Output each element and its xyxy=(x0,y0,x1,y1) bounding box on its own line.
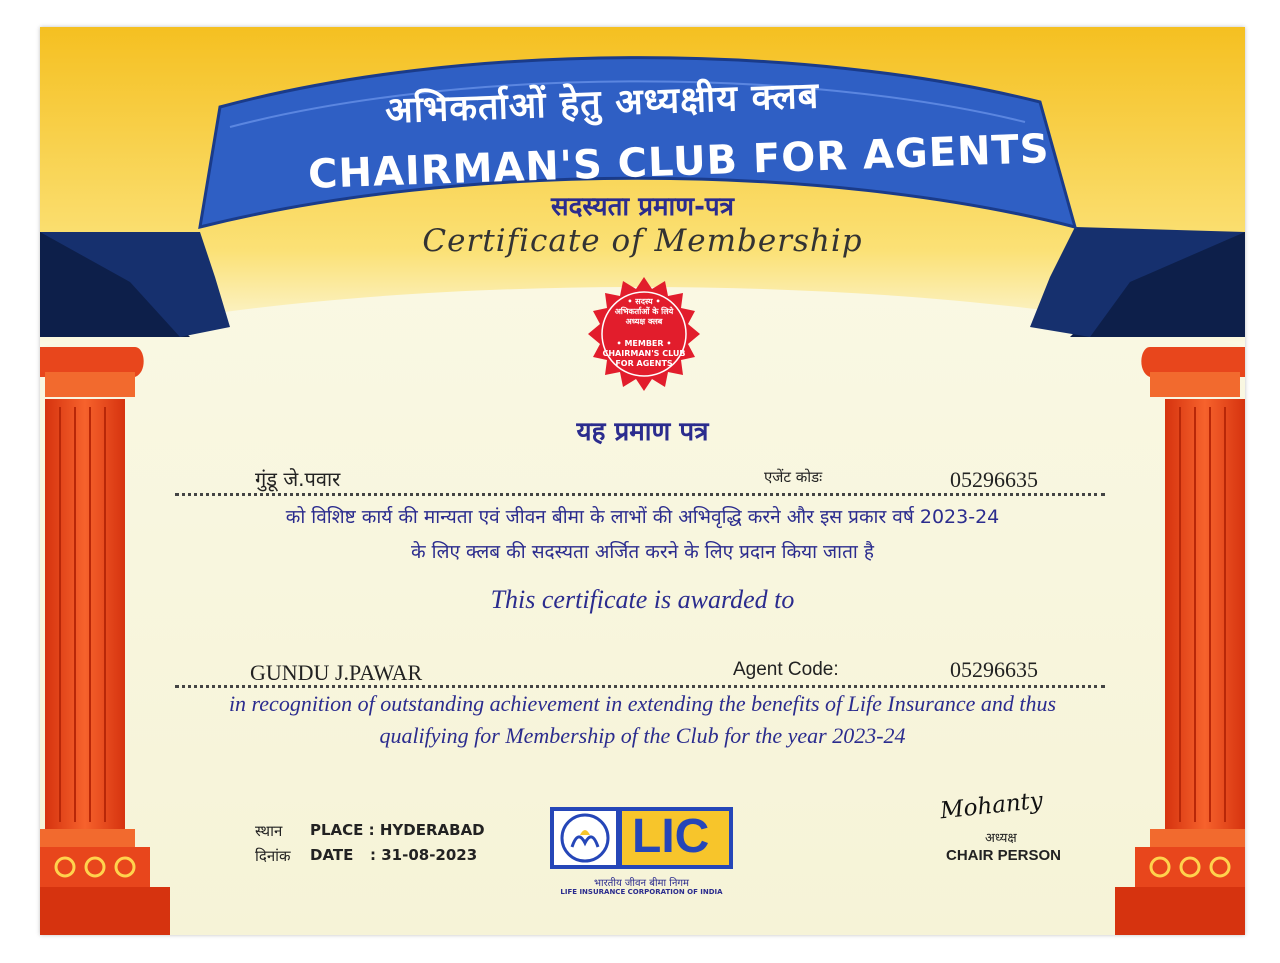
lic-logo-text: LIC xyxy=(632,810,710,863)
seal-for-agents: FOR AGENTS xyxy=(615,359,673,368)
hindi-club-title: अभिकर्ताओं हेतु अध्यक्षीय क्लब xyxy=(384,75,820,132)
english-club-title: CHAIRMAN'S CLUB FOR AGENTS xyxy=(307,126,1051,198)
agent-name-hindi: गुंडू जे.पवार xyxy=(255,467,341,491)
agent-code: 05296635 xyxy=(950,657,1038,682)
chair-person-label: CHAIR PERSON xyxy=(946,847,1062,864)
agent-code-label-hindi: एजेंट कोडः xyxy=(764,468,823,486)
date-hindi-label: दिनांक xyxy=(255,847,291,865)
lic-hindi-name: भारतीय जीवन बीमा निगम xyxy=(593,878,690,889)
awarded-to-heading: This certificate is awarded to xyxy=(490,585,795,614)
certificate xyxy=(40,27,1245,935)
seal-starburst-icon xyxy=(585,275,703,393)
chair-signature: Mohanty xyxy=(938,787,1045,825)
seal-hindi-club: अध्यक्ष क्लब xyxy=(625,317,663,326)
date-value: : 31-08-2023 xyxy=(370,846,478,864)
member-seal xyxy=(585,275,703,393)
place-hindi-label: स्थान xyxy=(255,822,283,840)
hindi-body-line-1: को विशिष्ट कार्य की मान्यता एवं जीवन बीमा के लाभों की अभिवृद्धि करने और इस प्रकार वर्ष 2023-24 xyxy=(285,506,1000,528)
agent-code-label: Agent Code: xyxy=(733,659,839,680)
chair-hindi-label: अध्यक्ष xyxy=(985,831,1017,846)
seal-hindi-member: • सदस्य • xyxy=(627,297,661,306)
seal-member: • MEMBER • xyxy=(616,339,672,348)
membership-certificate-hindi: सदस्यता प्रमाण-पत्र xyxy=(551,192,734,222)
english-name-dotted-line xyxy=(175,685,1105,688)
seal-hindi-line: अभिकर्ताओं के लिये xyxy=(614,307,674,316)
english-body-line-1: in recognition of outstanding achievement in extending the benefits of Life Insurance and thus xyxy=(228,691,1057,716)
english-body-line-2: qualifying for Membership of the Club for the year 2023-24 xyxy=(379,723,906,748)
place-value: PLACE : HYDERABAD xyxy=(310,821,485,839)
hindi-name-dotted-line xyxy=(175,493,1105,496)
seal-chairmans-club: CHAIRMAN'S CLUB xyxy=(602,349,686,358)
hindi-body-line-2: के लिए क्लब की सदस्यता अर्जित करने के लिए प्रदान किया जाता है xyxy=(411,541,874,563)
date-label: DATE xyxy=(310,846,354,864)
lic-english-name: LIFE INSURANCE CORPORATION OF INDIA xyxy=(560,888,723,896)
agent-code-hindi: 05296635 xyxy=(950,467,1038,492)
agent-name: GUNDU J.PAWAR xyxy=(250,660,423,685)
lic-logo xyxy=(550,807,733,869)
certificate-of-membership-title: Certificate of Membership xyxy=(422,223,863,259)
hindi-certificate-heading: यह प्रमाण पत्र xyxy=(576,417,709,447)
